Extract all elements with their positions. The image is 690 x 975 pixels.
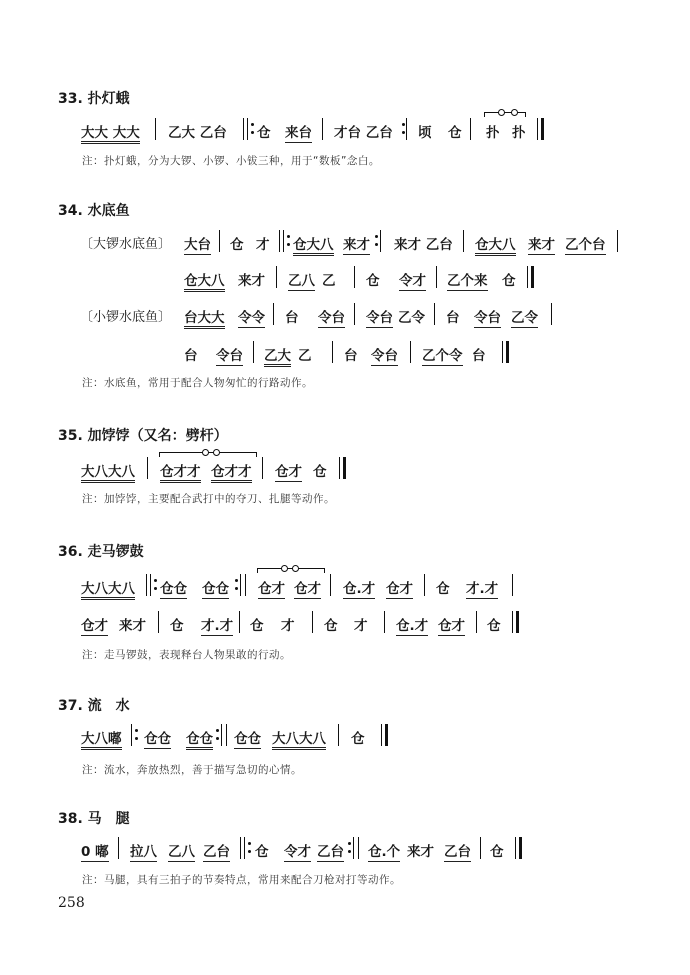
note: 仓 bbox=[502, 273, 516, 289]
note: 大八大八 bbox=[81, 577, 135, 600]
tie-circle bbox=[292, 565, 299, 572]
note: 台 bbox=[446, 310, 460, 326]
note: 大八大八 bbox=[81, 460, 135, 483]
label-small-gong: 〔小锣水底鱼〕 bbox=[80, 310, 172, 325]
repeat-end bbox=[240, 574, 241, 596]
barline bbox=[147, 457, 148, 479]
note: 拉八 bbox=[130, 840, 157, 862]
note: 才 bbox=[281, 618, 295, 634]
note: 来才 bbox=[119, 618, 146, 634]
repeat-dot bbox=[375, 235, 378, 238]
note: 仓才 bbox=[438, 614, 465, 636]
note: 仓才 bbox=[81, 614, 108, 636]
section-title-33: 33. 扑灯蛾 bbox=[58, 91, 130, 107]
note: 乙台 bbox=[317, 840, 344, 862]
tie-bracket bbox=[257, 568, 325, 573]
note: 仓 bbox=[490, 844, 504, 860]
repeat-dot bbox=[154, 579, 157, 582]
note: 仓仓 bbox=[234, 727, 261, 749]
note: 仓.才 bbox=[396, 614, 428, 636]
section-title-38: 38. 马 腿 bbox=[58, 811, 130, 827]
repeat-start bbox=[150, 574, 151, 596]
note: 令台 bbox=[318, 306, 345, 328]
note: 仓 bbox=[487, 618, 501, 634]
barline bbox=[434, 303, 435, 325]
note: 令才 bbox=[284, 840, 311, 862]
note: 令台 bbox=[371, 344, 398, 366]
note: 仓 bbox=[257, 125, 271, 141]
tie-circle bbox=[498, 109, 505, 116]
final-barline-thin bbox=[512, 611, 513, 633]
barline bbox=[424, 574, 425, 596]
final-barline-thick bbox=[343, 457, 346, 479]
barline bbox=[476, 611, 477, 633]
repeat-dot bbox=[154, 587, 157, 590]
barline bbox=[470, 118, 471, 140]
note: 令才 bbox=[399, 269, 426, 291]
repeat-start bbox=[146, 574, 147, 596]
note: 0 嘟 bbox=[81, 840, 109, 862]
note: 才.才 bbox=[466, 577, 498, 599]
caption-37: 注：流水，奔放热烈，善于描写急切的心情。 bbox=[82, 764, 302, 776]
note: 大八大八 bbox=[272, 727, 326, 750]
note: 乙大 乙台 bbox=[168, 125, 227, 141]
final-barline-thick bbox=[541, 118, 544, 140]
barline bbox=[551, 303, 552, 325]
tie-circle bbox=[213, 449, 220, 456]
note: 仓才 bbox=[258, 577, 285, 599]
barline bbox=[312, 611, 313, 633]
caption-34: 注：水底鱼，常用于配合人物匆忙的行路动作。 bbox=[82, 377, 313, 389]
note: 仓才才 bbox=[160, 460, 201, 483]
barline bbox=[245, 574, 246, 596]
repeat-end bbox=[380, 230, 381, 252]
note: 扑 bbox=[486, 125, 500, 141]
barline bbox=[358, 837, 359, 859]
note: 乙个令 bbox=[422, 344, 463, 366]
repeat-end bbox=[221, 724, 222, 746]
note: 仓 bbox=[230, 237, 244, 253]
repeat-dot bbox=[235, 587, 238, 590]
final-barline-thick bbox=[516, 611, 519, 633]
note: 仓才才 bbox=[211, 460, 252, 483]
barline bbox=[226, 724, 227, 746]
repeat-dot bbox=[216, 737, 219, 740]
barline bbox=[512, 574, 513, 596]
note: 才 bbox=[354, 618, 368, 634]
final-barline-thick bbox=[385, 724, 388, 746]
caption-35: 注：加饽饽，主要配合武打中的夺刀、扎腿等动作。 bbox=[82, 493, 335, 505]
barline bbox=[239, 611, 240, 633]
tie-circle bbox=[511, 109, 518, 116]
barline bbox=[322, 118, 323, 140]
note: 仓 bbox=[448, 125, 462, 141]
note: 令台 bbox=[474, 306, 501, 328]
repeat-start bbox=[247, 118, 248, 140]
note: 乙大 bbox=[264, 344, 291, 367]
repeat-dot bbox=[348, 842, 351, 845]
repeat-end bbox=[406, 118, 407, 140]
barline bbox=[436, 266, 437, 288]
note: 大大 大大 bbox=[81, 121, 140, 144]
final-barline-thick bbox=[519, 837, 522, 859]
repeat-dot bbox=[135, 729, 138, 732]
barline bbox=[480, 837, 481, 859]
barline bbox=[338, 724, 339, 746]
repeat-start bbox=[244, 837, 245, 859]
repeat-end bbox=[353, 837, 354, 859]
note: 仓仓 bbox=[202, 577, 229, 599]
note: 来台 bbox=[285, 121, 312, 143]
repeat-dot bbox=[216, 729, 219, 732]
tie-circle bbox=[202, 449, 209, 456]
final-barline-thin bbox=[339, 457, 340, 479]
note: 乙令 bbox=[398, 310, 425, 326]
note: 乙台 bbox=[203, 840, 230, 862]
barline bbox=[330, 574, 331, 596]
note: 乙台 bbox=[444, 840, 471, 862]
repeat-start bbox=[240, 837, 241, 859]
repeat-dot bbox=[402, 123, 405, 126]
note: 台大大 bbox=[184, 306, 225, 329]
note: 仓大八 bbox=[184, 269, 225, 292]
note: 乙 bbox=[322, 273, 336, 289]
note: 乙令 bbox=[511, 306, 538, 328]
note: 台 bbox=[472, 348, 486, 364]
note: 仓 bbox=[324, 618, 338, 634]
barline bbox=[118, 837, 119, 859]
section-title-34: 34. 水底鱼 bbox=[58, 203, 130, 219]
note: 台 bbox=[344, 348, 358, 364]
note: 来才 bbox=[528, 233, 555, 255]
note: 顷 bbox=[418, 125, 432, 141]
barline bbox=[410, 341, 411, 363]
barline bbox=[273, 303, 274, 325]
note: 令台 bbox=[216, 344, 243, 366]
repeat-dot bbox=[251, 131, 254, 134]
barline bbox=[262, 457, 263, 479]
repeat-dot bbox=[251, 123, 254, 126]
repeat-dot bbox=[248, 850, 251, 853]
note: 仓 bbox=[170, 618, 184, 634]
note: 仓.个 bbox=[368, 840, 400, 862]
note: 仓大八 bbox=[293, 233, 334, 256]
barline bbox=[155, 118, 156, 140]
repeat-dot bbox=[287, 243, 290, 246]
final-barline-thick bbox=[506, 341, 509, 363]
repeat-dot bbox=[348, 850, 351, 853]
final-barline-thin bbox=[381, 724, 382, 746]
tie-bracket bbox=[484, 112, 526, 117]
note: 仓.才 bbox=[343, 577, 375, 599]
repeat-dot bbox=[287, 235, 290, 238]
caption-33: 注：扑灯蛾，分为大锣、小锣、小钹三种，用于“数板”念白。 bbox=[82, 155, 380, 167]
label-big-gong: 〔大锣水底鱼〕 bbox=[80, 237, 172, 252]
note: 仓 bbox=[313, 464, 327, 480]
note: 来才 bbox=[343, 233, 370, 255]
note: 令令 bbox=[238, 306, 265, 328]
note: 乙 bbox=[298, 348, 312, 364]
caption-38: 注：马腿，具有三拍子的节奏特点，常用来配合刀枪对打等动作。 bbox=[82, 874, 401, 886]
note: 台 bbox=[285, 310, 299, 326]
note: 仓才 bbox=[294, 577, 321, 599]
note: 仓仓 bbox=[144, 727, 171, 749]
barline bbox=[253, 341, 254, 363]
note: 乙八 bbox=[288, 269, 315, 291]
note: 仓才 bbox=[386, 577, 413, 599]
note: 乙个台 bbox=[565, 233, 606, 255]
note: 仓 bbox=[255, 844, 269, 860]
barline bbox=[384, 611, 385, 633]
barline bbox=[276, 266, 277, 288]
final-barline-thin bbox=[515, 837, 516, 859]
note: 仓才 bbox=[275, 460, 302, 482]
repeat-dot bbox=[235, 579, 238, 582]
repeat-start bbox=[279, 230, 280, 252]
barline bbox=[463, 230, 464, 252]
note: 仓 bbox=[250, 618, 264, 634]
note: 仓 bbox=[351, 731, 365, 747]
repeat-dot bbox=[375, 243, 378, 246]
repeat-start bbox=[283, 230, 284, 252]
note: 仓 bbox=[436, 581, 450, 597]
note: 台 bbox=[184, 348, 198, 364]
barline bbox=[158, 611, 159, 633]
note: 令台 bbox=[366, 306, 393, 328]
note: 乙个来 bbox=[447, 269, 488, 291]
note: 来才 bbox=[407, 844, 434, 860]
note: 来才 乙台 bbox=[394, 237, 453, 253]
note: 才台 乙台 bbox=[334, 125, 393, 141]
final-barline-thin bbox=[502, 341, 503, 363]
barline bbox=[332, 341, 333, 363]
caption-36: 注：走马锣鼓，表现释台人物果敢的行动。 bbox=[82, 649, 291, 661]
final-barline-thick bbox=[531, 266, 534, 288]
note: 大八嘟 bbox=[81, 727, 122, 750]
repeat-dot bbox=[248, 842, 251, 845]
repeat-dot bbox=[402, 131, 405, 134]
barline bbox=[219, 230, 220, 252]
section-title-37: 37. 流 水 bbox=[58, 698, 130, 714]
section-title-35: 35. 加饽饽（又名：劈杆） bbox=[58, 428, 228, 444]
final-barline-thin bbox=[537, 118, 538, 140]
note: 仓 bbox=[366, 273, 380, 289]
note: 来才 bbox=[238, 273, 265, 289]
repeat-dot bbox=[135, 737, 138, 740]
note: 才.才 bbox=[201, 614, 233, 636]
barline bbox=[617, 230, 618, 252]
note: 仓大八 bbox=[475, 233, 516, 256]
note: 才 bbox=[256, 237, 270, 253]
note: 大台 bbox=[184, 233, 211, 255]
final-barline-thin bbox=[527, 266, 528, 288]
barline bbox=[131, 724, 132, 746]
note: 乙八 bbox=[168, 840, 195, 862]
barline bbox=[354, 266, 355, 288]
note: 扑 bbox=[512, 125, 526, 141]
note: 仓仓 bbox=[160, 577, 187, 599]
note: 仓仓 bbox=[186, 727, 213, 750]
tie-circle bbox=[281, 565, 288, 572]
barline bbox=[243, 118, 244, 140]
section-title-36: 36. 走马锣鼓 bbox=[58, 544, 144, 560]
page-number: 258 bbox=[58, 895, 85, 911]
barline bbox=[354, 303, 355, 325]
